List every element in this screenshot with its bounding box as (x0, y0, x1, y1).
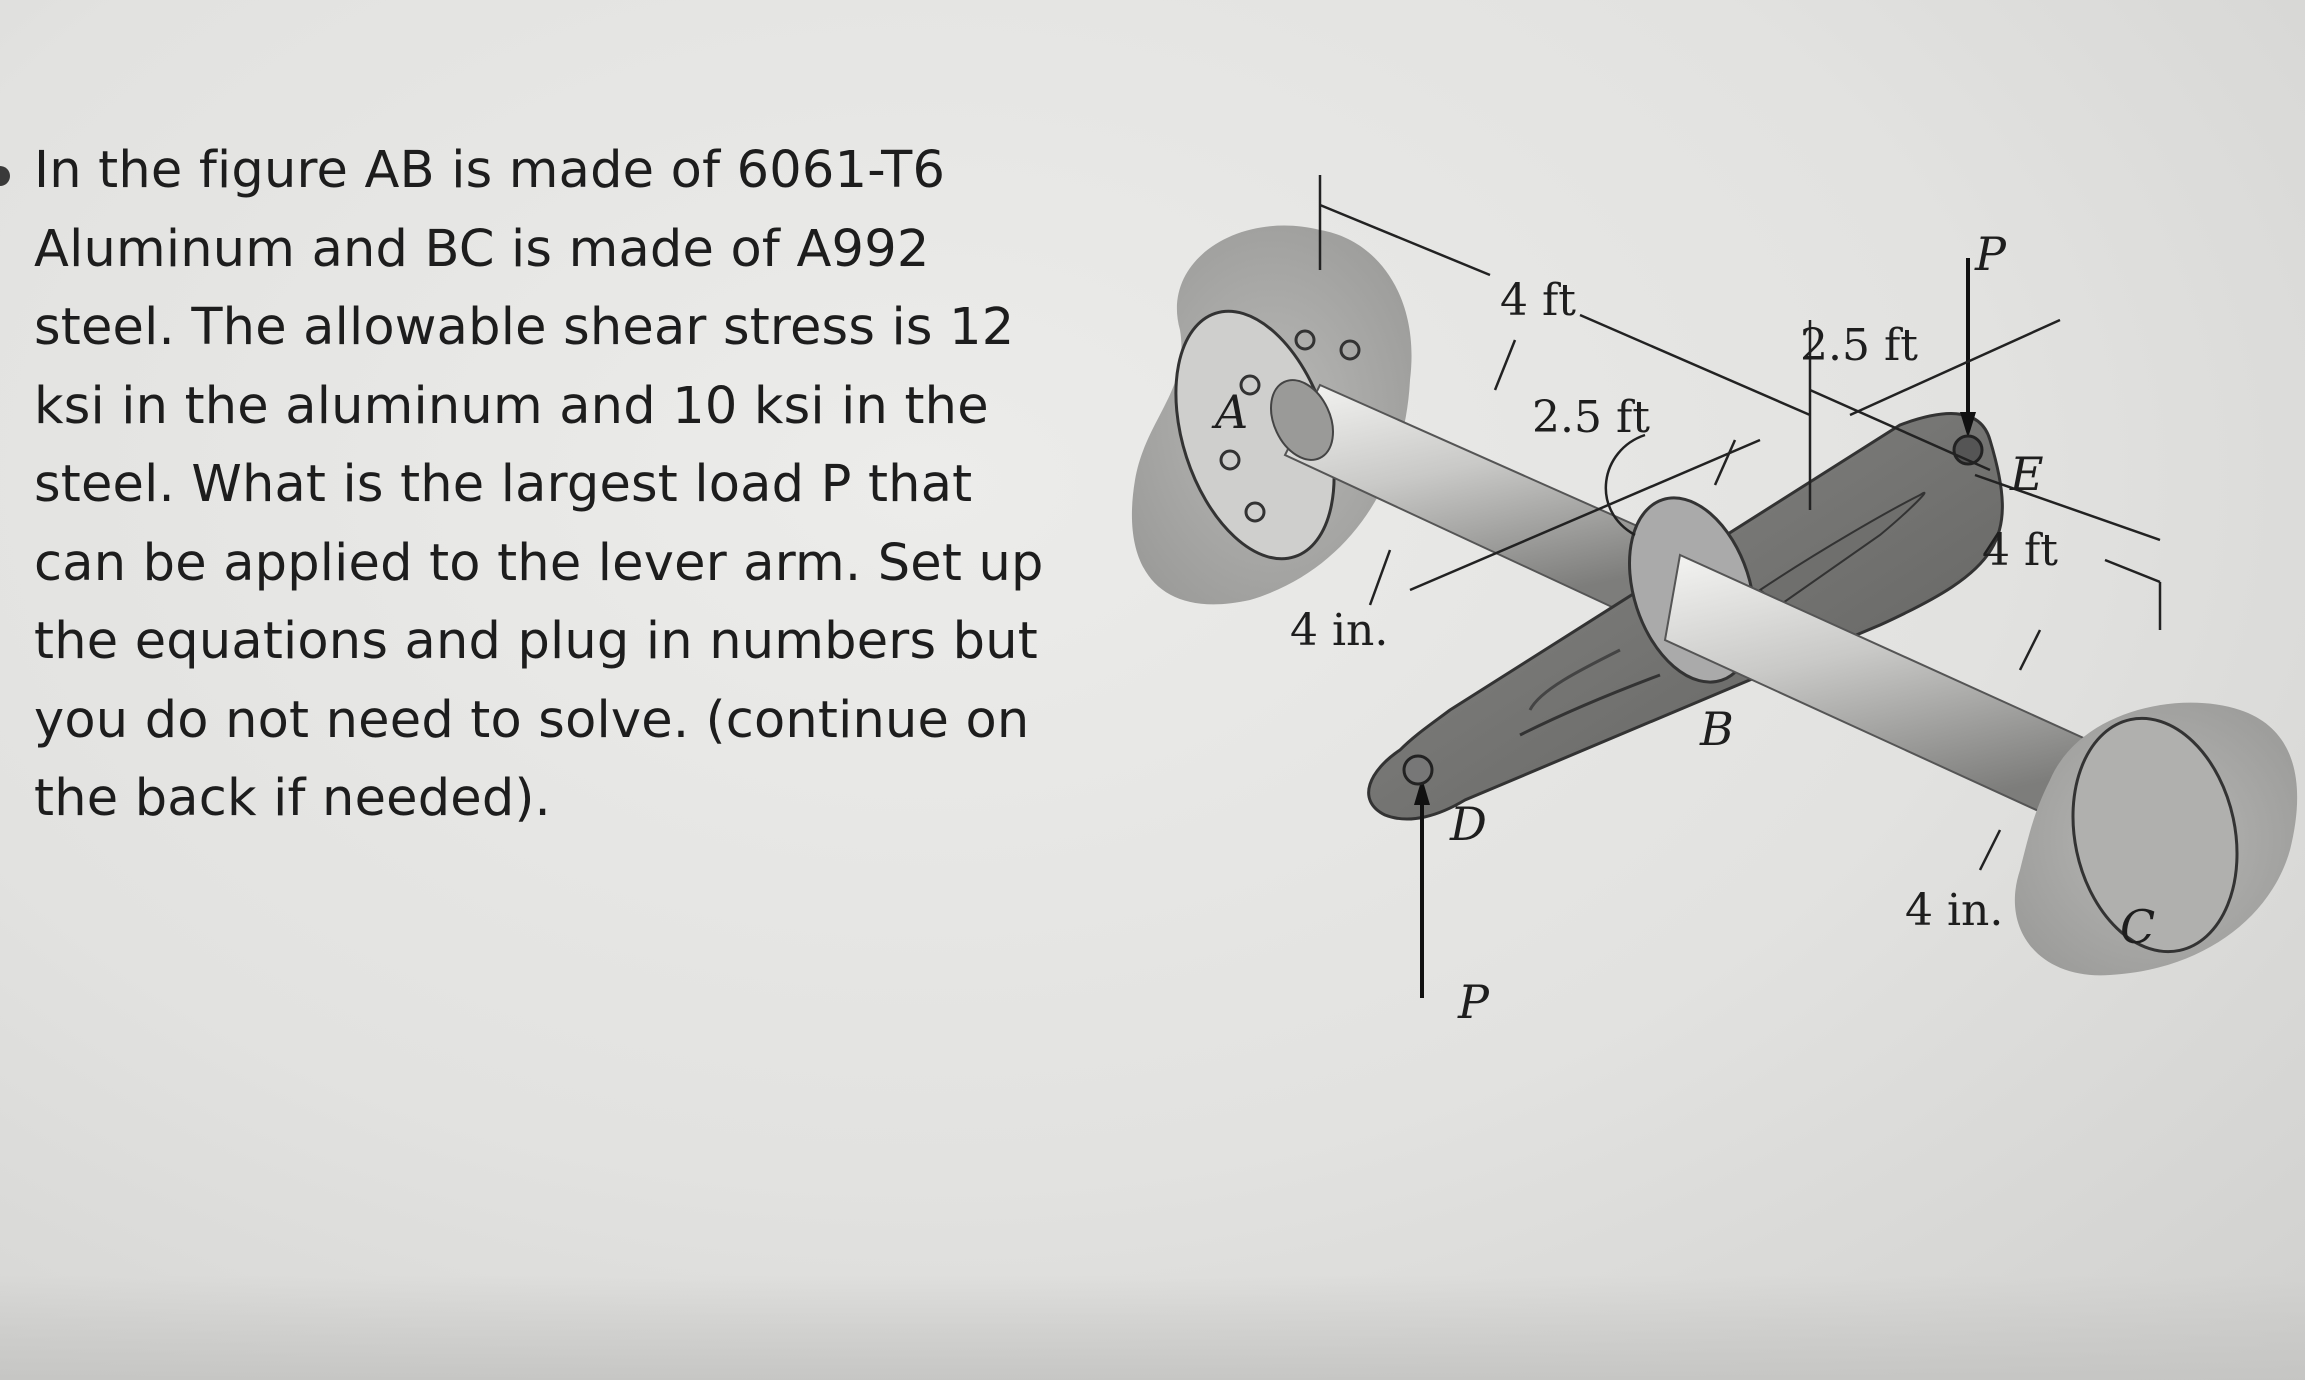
problem-line: Aluminum and BC is made of A992 (34, 219, 930, 279)
problem-line: In the figure AB is made of 6061-T6 (34, 141, 946, 200)
dim-4in-left: 4 in. (1290, 605, 1389, 656)
dim-4ft-top: 4 ft (1500, 275, 1576, 326)
label-A: A (1215, 385, 1249, 439)
problem-line: you do not need to solve. (continue on (34, 690, 1030, 750)
dim-2-5ft-right: 2.5 ft (1800, 320, 1918, 371)
dim-2-5ft-left: 2.5 ft (1532, 392, 1650, 443)
problem-statement (34, 132, 1044, 839)
label-B: B (1700, 702, 1734, 756)
problem-line: steel. The allowable shear stress is 12 (34, 298, 1015, 357)
label-P-bottom: P (1458, 975, 1489, 1029)
problem-line: ksi in the aluminum and 10 ksi in the (34, 376, 989, 436)
dim-4in-right: 4 in. (1905, 885, 2004, 936)
dim-4ft-right: 4 ft (1982, 525, 2058, 576)
label-P-top: P (1975, 227, 2006, 281)
page-shadow (0, 1275, 2305, 1380)
label-C: C (2120, 900, 2156, 954)
pin-D (1404, 756, 1432, 784)
problem-line: steel. What is the largest load P that (34, 455, 973, 514)
problem-line: the equations and plug in numbers but (34, 612, 1038, 671)
problem-line: the back if needed). (34, 769, 551, 828)
figure-svg (1120, 150, 2305, 1070)
shaft-lever-figure (1120, 150, 2305, 1070)
problem-line: can be applied to the lever arm. Set up (34, 533, 1044, 593)
bullet-marker (0, 166, 10, 186)
label-E: E (2010, 447, 2044, 501)
label-D: D (1450, 797, 1487, 851)
